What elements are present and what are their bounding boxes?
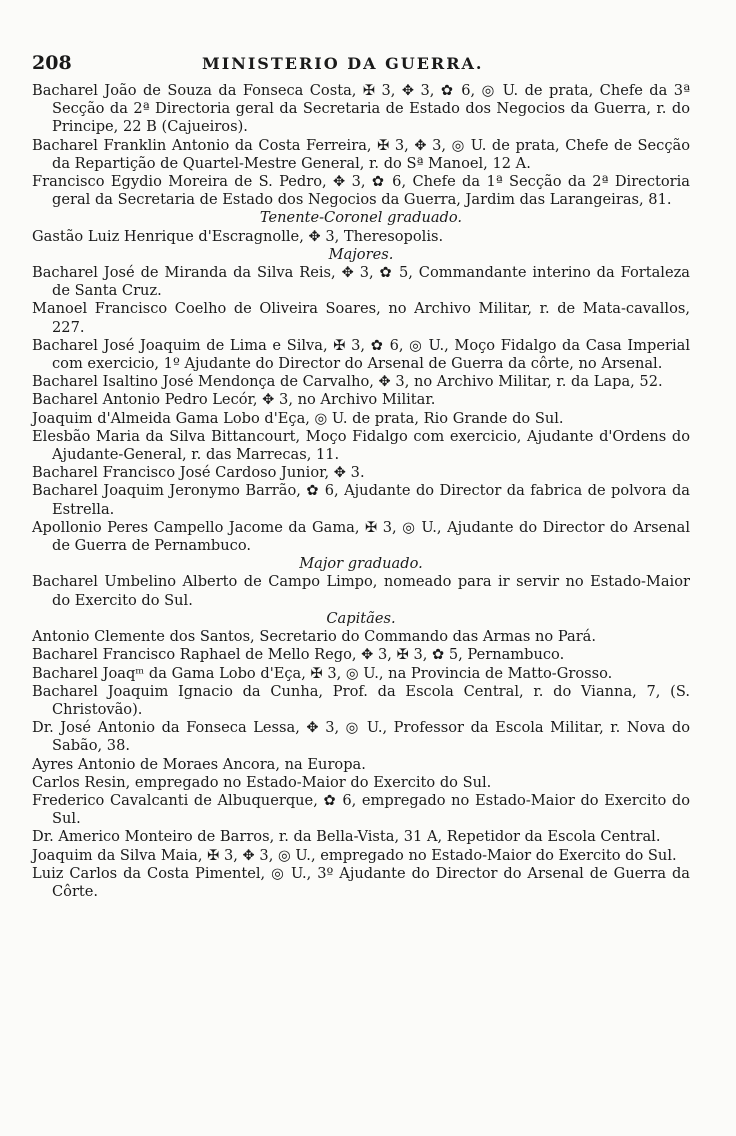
section-heading: Capitães. xyxy=(326,609,396,627)
list-item: Antonio Clemente dos Santos, Secretario do Commando das Armas no Pará. xyxy=(32,628,597,646)
list-item: Luiz Carlos da Costa Pimentel, ◎ U., 3º Ajudante do Director do Arsenal de Guerra da Côrte. xyxy=(32,864,690,900)
list-item: Dr. Americo Monteiro de Barros, r. da Bella-Vista, 31 A, Repetidor da Escola Central. xyxy=(32,828,661,846)
list-item: Bacharel José de Miranda da Silva Reis, ✥ 3, ✿ 5, Commandante interino da Fortaleza de Santa Cruz. xyxy=(32,264,690,300)
list-item: Bacharel Joaquim Jeronymo Barrão, ✿ 6, Ajudante do Director da fabrica de polvora da Estrella. xyxy=(32,482,690,518)
list-item: Elesbão Maria da Silva Bittancourt, Moço Fidalgo com exercicio, Ajudante d'Ordens do Ajudante-General, r. das Marrecas, 11. xyxy=(32,427,690,464)
list-item: Apollonio Peres Campello Jacome da Gama, ✠ 3, ◎ U., Ajudante do Director do Arsenal de Guerra de Pernambuco. xyxy=(32,518,690,555)
page-header xyxy=(32,52,690,78)
list-item: Gastão Luiz Henrique d'Escragnolle, ✥ 3, Theresopolis. xyxy=(32,227,444,245)
list-item: Carlos Resin, empregado no Estado-Maior do Exercito do Sul. xyxy=(32,773,492,791)
list-item: Bacharel Francisco José Cardoso Junior, ✥ 3. xyxy=(32,464,365,482)
running-title: MINISTERIO DA GUERRA. xyxy=(202,54,484,73)
list-item: Francisco Egydio Moreira de S. Pedro, ✥ 3, ✿ 6, Chefe da 1ª Secção da 2ª Directoria geral da Secretaria de Estado dos Negocios da Guerra, Jardim das Larangeiras, 81. xyxy=(32,173,690,209)
list-item: Bacharel José Joaquim de Lima e Silva, ✠ 3, ✿ 6, ◎ U., Moço Fidalgo da Casa Imperial com exercicio, 1º Ajudante do Director do Arsenal de Guerra da côrte, no Arsenal. xyxy=(32,336,690,373)
list-item: Manoel Francisco Coelho de Oliveira Soares, no Archivo Militar, r. de Mata-cavallos, 227. xyxy=(32,300,690,336)
list-item: Bacharel Joaquim Ignacio da Cunha, Prof. da Escola Central, r. do Vianna, 7, (S. Christovão). xyxy=(32,682,690,718)
list-item: Joaquim da Silva Maia, ✠ 3, ✥ 3, ◎ U., empregado no Estado-Maior do Exercito do Sul. xyxy=(32,846,677,864)
list-item: Bacharel Umbelino Alberto de Campo Limpo, nomeado para ir servir no Estado-Maior do Exercito do Sul. xyxy=(32,573,690,609)
section-heading: Majores. xyxy=(328,245,394,263)
list-item: Dr. José Antonio da Fonseca Lessa, ✥ 3, ◎ U., Professor da Escola Militar, r. Nova do Sabão, 38. xyxy=(32,719,690,755)
list-item: Bacharel Antonio Pedro Lecór, ✥ 3, no Archivo Militar. xyxy=(32,391,436,409)
list-item: Ayres Antonio de Moraes Ancora, na Europa. xyxy=(32,755,366,773)
page-number: 208 xyxy=(32,52,72,74)
section-heading: Major graduado. xyxy=(299,555,423,573)
list-item: Bacharel Isaltino José Mendonça de Carvalho, ✥ 3, no Archivo Militar, r. da Lapa, 52. xyxy=(32,373,663,391)
list-item: Frederico Cavalcanti de Albuquerque, ✿ 6, empregado no Estado-Maior do Exercito do Sul. xyxy=(32,791,690,828)
list-item: Bacharel Franklin Antonio da Costa Ferreira, ✠ 3, ✥ 3, ◎ U. de prata, Chefe de Secção da Repartição de Quartel-Mestre General, r. do Sª Manoel, 12 A. xyxy=(32,136,690,172)
list-item: Bacharel João de Souza da Fonseca Costa, ✠ 3, ✥ 3, ✿ 6, ◎ U. de prata, Chefe da 3ª Secção da 2ª Directoria geral da Secretaria de Estado dos Negocios da Guerra, r. do Principe, 22 B (Cajueiros). xyxy=(32,82,690,136)
list-item: Joaquim d'Almeida Gama Lobo d'Eça, ◎ U. de prata, Rio Grande do Sul. xyxy=(32,409,564,427)
entry-list xyxy=(32,82,690,901)
list-item: Bacharel Francisco Raphael de Mello Rego, ✥ 3, ✠ 3, ✿ 5, Pernambuco. xyxy=(32,646,565,664)
section-heading: Tenente-Coronel graduado. xyxy=(259,209,463,227)
list-item: Bacharel Joaqᵐ da Gama Lobo d'Eça, ✠ 3, ◎ U., na Provincia de Matto-Grosso. xyxy=(32,664,613,682)
